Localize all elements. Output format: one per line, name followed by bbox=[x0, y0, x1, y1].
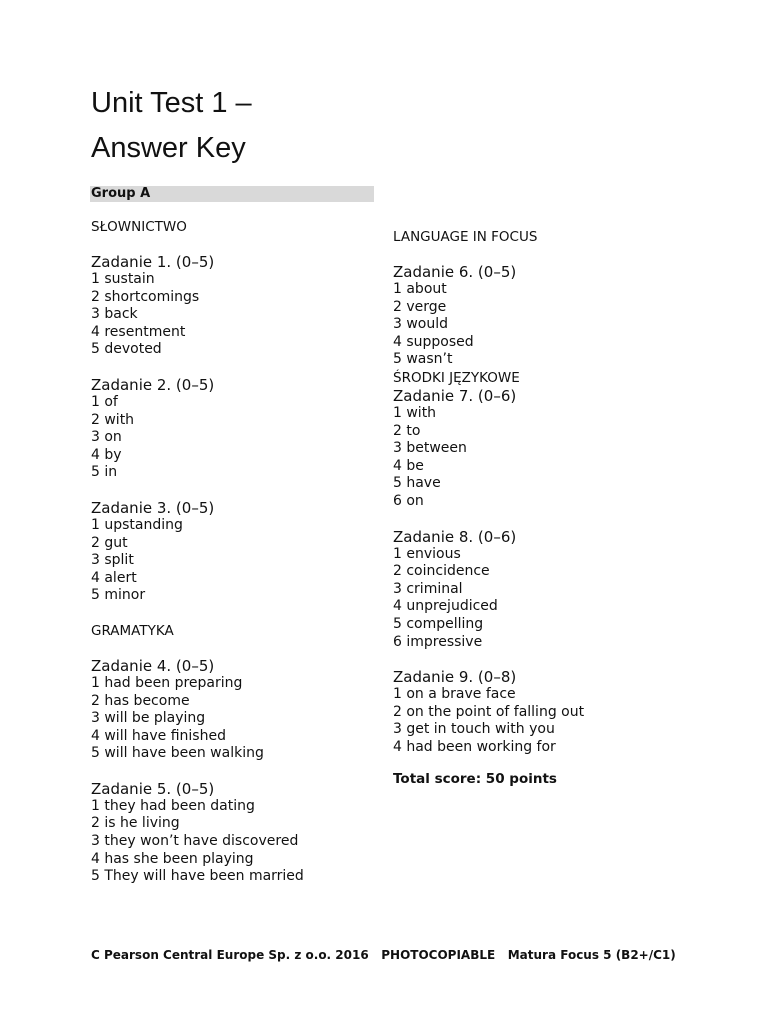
language-tasks bbox=[393, 387, 693, 757]
answer-item: 5 They will have been married bbox=[91, 868, 304, 885]
answer-item: 5 minor bbox=[91, 587, 146, 604]
answer-item: 1 about bbox=[393, 281, 447, 297]
answer-item: 1 sustain bbox=[91, 271, 155, 287]
answer-item: 3 on bbox=[91, 429, 122, 446]
answer-item: 3 they won’t have discovered bbox=[91, 833, 299, 850]
answer-item: 2 to bbox=[393, 422, 421, 439]
task-block bbox=[91, 376, 381, 482]
answer-item: 4 will have finished bbox=[91, 727, 226, 744]
task-block bbox=[393, 387, 693, 511]
task-block bbox=[91, 253, 381, 359]
answer-item: 3 get in touch with you bbox=[393, 721, 555, 738]
answer-item: 4 alert bbox=[91, 569, 137, 586]
task-block bbox=[393, 263, 693, 369]
task-title: Zadanie 6. (0–5) bbox=[393, 263, 517, 281]
task-block bbox=[91, 780, 381, 886]
page-title-line-2: Answer Key bbox=[91, 132, 246, 164]
answer-item: 5 compelling bbox=[393, 615, 484, 632]
answer-list bbox=[393, 281, 693, 369]
answer-item: 1 they had been dating bbox=[91, 797, 255, 814]
task-title: Zadanie 5. (0–5) bbox=[91, 779, 215, 798]
task-block bbox=[91, 499, 381, 605]
group-label: Group A bbox=[90, 186, 374, 202]
task-title: Zadanie 4. (0–5) bbox=[91, 656, 215, 675]
answer-item: 2 on the point of falling out bbox=[393, 703, 585, 720]
answer-item: 4 by bbox=[91, 446, 122, 463]
answer-item: 4 has she been playing bbox=[91, 850, 254, 867]
task-title: Zadanie 9. (0–8) bbox=[393, 668, 517, 687]
answer-item: 5 wasn’t bbox=[393, 351, 453, 368]
answer-item: 2 has become bbox=[91, 692, 190, 709]
answer-item: 1 with bbox=[393, 404, 437, 421]
section-heading-gramatyka: GRAMATYKA bbox=[91, 622, 174, 639]
answer-item: 3 back bbox=[91, 306, 138, 323]
answer-item: 2 with bbox=[91, 411, 135, 428]
section-heading-slownictwo: SŁOWNICTWO bbox=[91, 219, 187, 235]
answer-item: 1 on a brave face bbox=[393, 686, 516, 703]
task-block bbox=[393, 528, 693, 652]
answer-item: 3 split bbox=[91, 552, 134, 569]
right-column bbox=[393, 228, 693, 773]
answer-item: 5 devoted bbox=[91, 341, 162, 358]
answer-item: 4 unprejudiced bbox=[393, 598, 498, 615]
answer-item: 1 envious bbox=[393, 545, 461, 562]
section-heading-language-in-focus: LANGUAGE IN FOCUS bbox=[393, 229, 538, 245]
answer-item: 6 impressive bbox=[393, 633, 483, 650]
section-heading-srodki-jezykowe: ŚRODKI JĘZYKOWE bbox=[393, 369, 520, 386]
task-block bbox=[91, 657, 381, 763]
footer-copyright: C Pearson Central Europe Sp. z o.o. 2016 PHOTOCOPIABLE Matura Focus 5 (B2+/C1) bbox=[91, 948, 676, 962]
answer-item: 3 between bbox=[393, 440, 467, 457]
answer-item: 2 is he living bbox=[91, 815, 180, 832]
answer-item: 1 of bbox=[91, 393, 118, 410]
answer-item: 4 be bbox=[393, 457, 424, 474]
answer-item: 2 gut bbox=[91, 534, 128, 551]
answer-item: 3 would bbox=[393, 316, 449, 333]
task-title: Zadanie 2. (0–5) bbox=[91, 375, 215, 394]
answer-item: 3 criminal bbox=[393, 580, 463, 597]
answer-item: 4 resentment bbox=[91, 323, 186, 340]
answer-item: 2 verge bbox=[393, 298, 447, 315]
answer-item: 4 had been working for bbox=[393, 738, 556, 755]
total-score: Total score: 50 points bbox=[393, 771, 557, 787]
grammar-tasks bbox=[91, 657, 381, 886]
answer-item: 5 have bbox=[393, 475, 441, 492]
task-title: Zadanie 1. (0–5) bbox=[91, 253, 215, 271]
answer-item: 4 supposed bbox=[393, 333, 474, 350]
page-title-line-1: Unit Test 1 – bbox=[91, 87, 252, 119]
task-block bbox=[393, 668, 693, 756]
vocabulary-tasks bbox=[91, 253, 381, 605]
answer-item: 1 upstanding bbox=[91, 516, 183, 533]
answer-item: 2 shortcomings bbox=[91, 288, 200, 305]
answer-item: 5 will have been walking bbox=[91, 745, 264, 762]
answer-item: 1 had been preparing bbox=[91, 674, 243, 691]
left-column bbox=[91, 218, 381, 903]
answer-item: 3 will be playing bbox=[91, 710, 206, 727]
task-title: Zadanie 3. (0–5) bbox=[91, 498, 215, 517]
answer-item: 2 coincidence bbox=[393, 563, 490, 580]
task-title: Zadanie 8. (0–6) bbox=[393, 527, 517, 546]
answer-item: 6 on bbox=[393, 492, 424, 509]
task-title: Zadanie 7. (0–6) bbox=[393, 386, 517, 405]
answer-item: 5 in bbox=[91, 464, 118, 481]
